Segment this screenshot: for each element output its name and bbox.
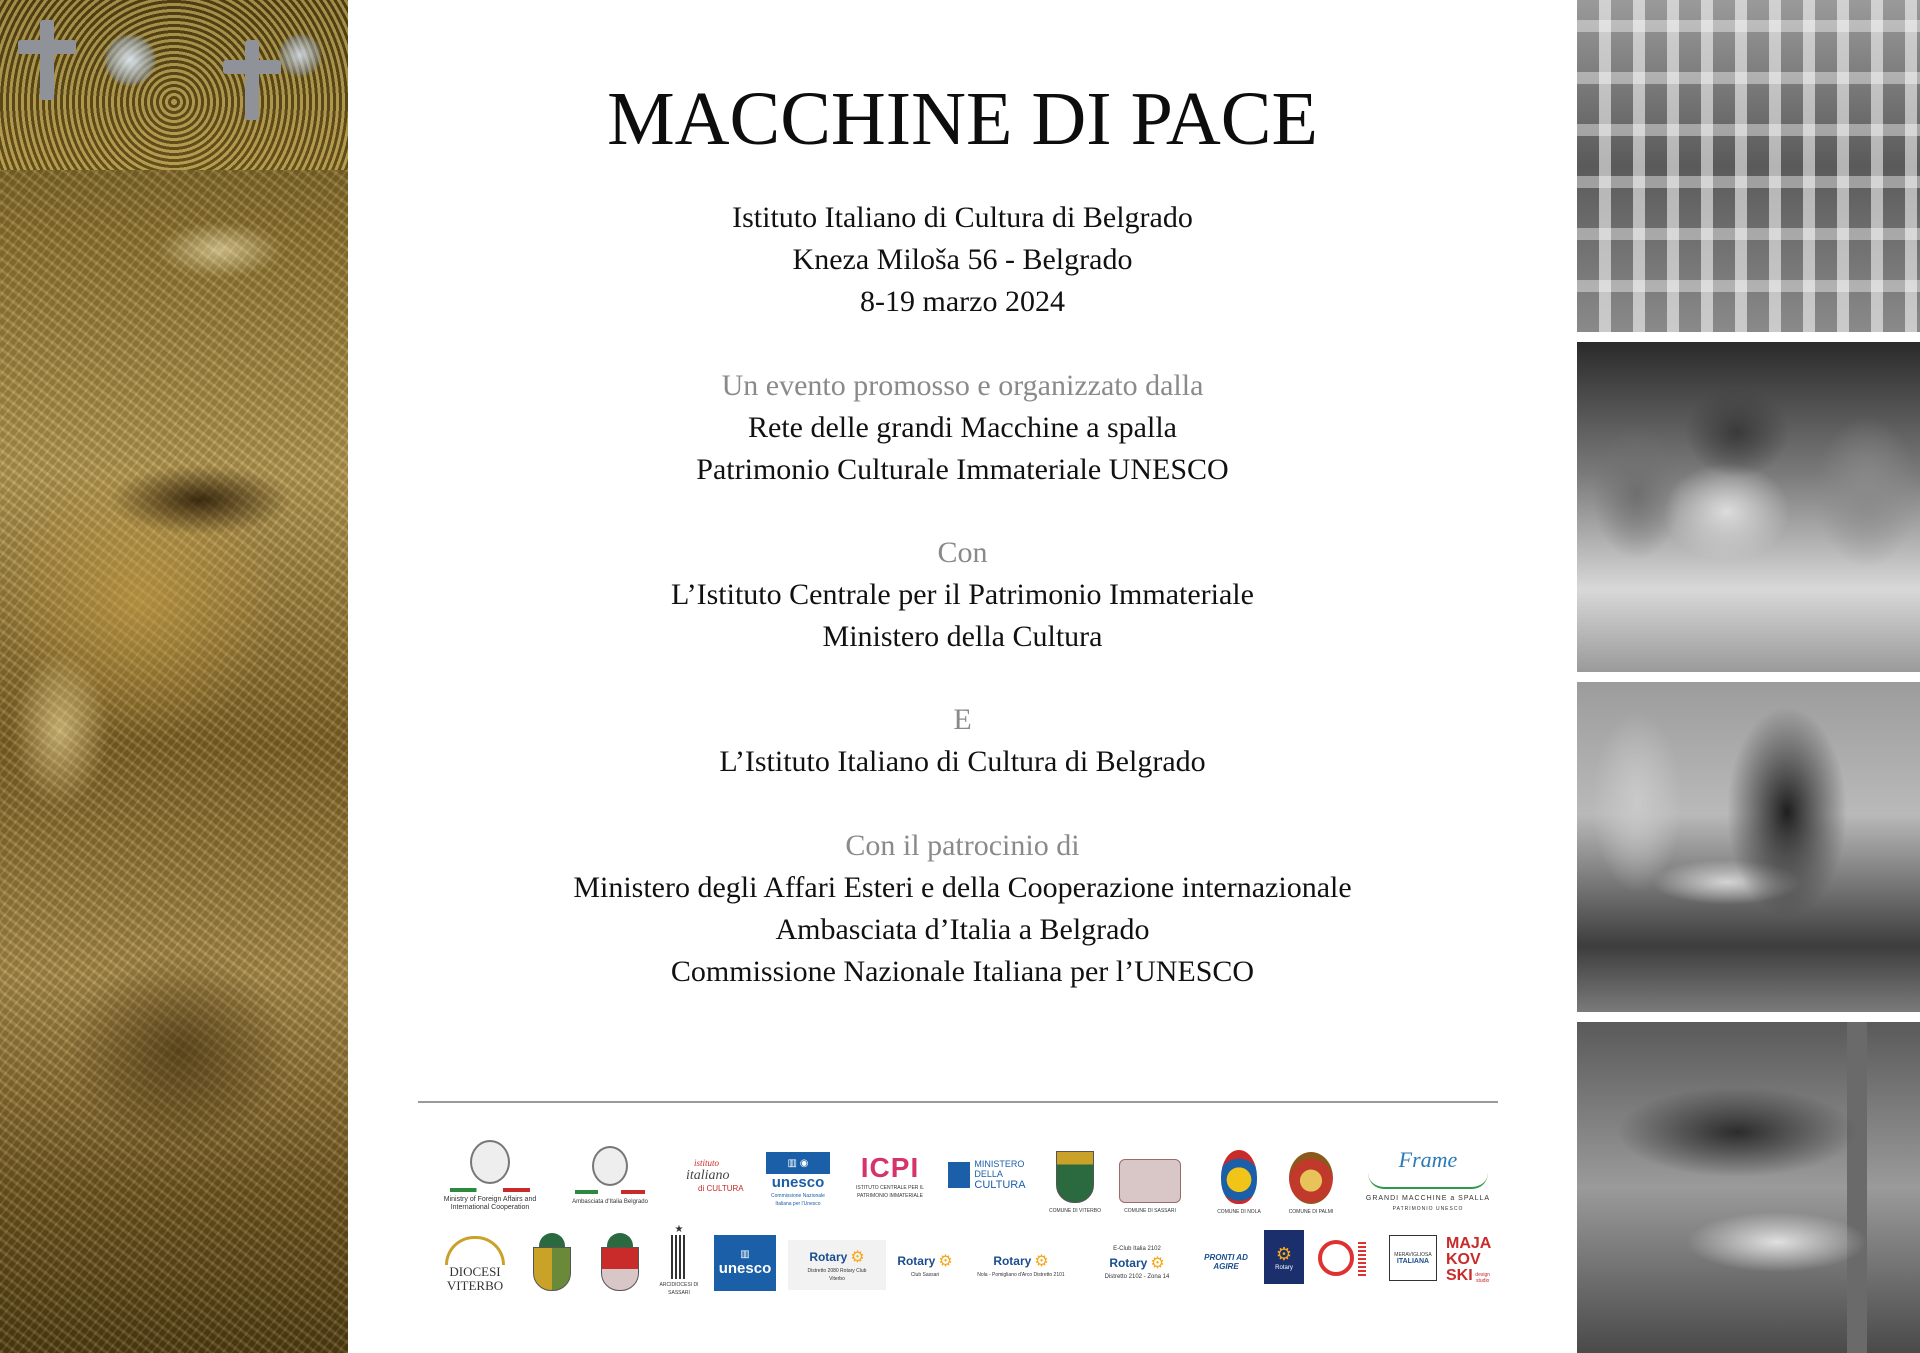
mic-line-3: CULTURA [974, 1179, 1026, 1191]
and-line: L’Istituto Italiano di Cultura di Belgrado [719, 745, 1206, 778]
cross-ornament-icon [245, 40, 259, 120]
rotary-badge-logo [1264, 1230, 1304, 1284]
with-intro: Con [937, 536, 988, 569]
rete-macchine-logo [1360, 1139, 1496, 1221]
palmi-logo [1274, 1143, 1348, 1225]
and-block [348, 699, 1577, 783]
bishop-crest-2-logo [592, 1226, 648, 1298]
diocesi-arch-icon [445, 1236, 505, 1265]
promoted-intro: Un evento promosso e organizzato dalla [721, 369, 1204, 402]
viterbo-crest-icon [1056, 1151, 1094, 1203]
star-icon: ★ [674, 1224, 684, 1235]
iic-logo [668, 1145, 750, 1205]
rotary-eclub-logo [1082, 1234, 1192, 1292]
viterbo-logo [1040, 1141, 1110, 1225]
patronage-intro: Con il patrocinio di [845, 829, 1080, 862]
sassari-logo [1112, 1149, 1188, 1225]
majakovski-logo [1446, 1222, 1500, 1298]
mic-mark-icon [948, 1162, 970, 1188]
venue-line: Istituto Italiano di Cultura di Belgrado [732, 201, 1193, 234]
icpi-word: ICPI [860, 1152, 920, 1183]
cross-ornament-icon [40, 20, 54, 100]
venue-line: 8-19 marzo 2024 [860, 285, 1065, 318]
page-title: MACCHINE DI PACE [607, 77, 1318, 161]
pronti-text: PRONTI AD AGIRE [1204, 1253, 1248, 1271]
rotary-caption: Distretto 2080 Rotary Club Viterbo [807, 1268, 867, 1282]
unesco-temple-icon: ▥ [740, 1249, 750, 1260]
patronage-line: Ministero degli Affari Esteri e della Cooperazione internazionale [573, 871, 1352, 904]
palmi-caption: COMUNE DI PALMI [1288, 1209, 1334, 1215]
promoted-line: Rete delle grandi Macchine a spalla [748, 411, 1177, 444]
bishop-shield-icon [533, 1247, 571, 1291]
rotary-wheel-icon: ⚙ [1034, 1253, 1049, 1270]
bishop-hat-icon [539, 1233, 565, 1247]
maja-line-1: MAJA [1446, 1235, 1492, 1252]
carrier-poles-photo [1577, 682, 1920, 1012]
unesco-club-logo [712, 1234, 778, 1292]
unesco-word: unesco [771, 1174, 825, 1191]
patronage-line: Commissione Nazionale Italiana per l’UNESCO [670, 955, 1255, 988]
rotary-viterbo-logo [788, 1240, 886, 1290]
arcidiocesi-sassari-logo [656, 1222, 702, 1300]
maja-caption: design studio [1475, 1272, 1491, 1284]
iic-line-2: italiano [686, 1167, 730, 1183]
rotary-word: Rotary [897, 1254, 936, 1268]
mic-logo [942, 1155, 1032, 1195]
partner-logos-row-2 [0, 1222, 1920, 1312]
iic-line-3: di CULTURA [698, 1183, 744, 1193]
mae-caption: Ministry of Foreign Affairs and International Cooperation [443, 1196, 537, 1211]
unesco-club-box [714, 1235, 776, 1291]
promoted-line: Patrimonio Culturale Immateriale UNESCO [696, 453, 1229, 486]
nola-logo [1202, 1141, 1276, 1225]
rotary-caption: Distretto 2102 - Zona 14 [1104, 1274, 1170, 1280]
jeweled-crown-detail [0, 0, 348, 170]
bishop-shield-icon [601, 1247, 639, 1291]
meravigliosa-line-2: ITALIANA [1396, 1257, 1430, 1265]
icpi-logo [848, 1151, 932, 1201]
italian-emblem-icon [592, 1146, 628, 1186]
rotary-sassari-logo [890, 1240, 960, 1290]
divider-rule [418, 1101, 1498, 1103]
mae-logo [430, 1131, 550, 1221]
red-stripes-icon [1358, 1240, 1366, 1276]
ambasciata-caption: Ambasciata d'Italia Belgrado [572, 1199, 648, 1205]
and-intro: E [953, 703, 972, 736]
bishop-hat-icon [607, 1233, 633, 1247]
diocesi-line-1: DIOCESI [449, 1263, 501, 1279]
rotary-nola-logo [966, 1240, 1076, 1290]
promoted-block [348, 365, 1577, 491]
icpi-caption: ISTITUTO CENTRALE PER IL PATRIMONIO IMMATERIALE [856, 1185, 924, 1199]
nola-crest-icon [1221, 1150, 1257, 1204]
viterbo-caption: COMUNE DI VITERBO [1049, 1208, 1101, 1214]
venue-block [348, 197, 1577, 323]
patronage-block [348, 825, 1577, 993]
pronti-ad-agire-logo [1198, 1244, 1254, 1280]
rotary-caption: Nola - Pomigliano d'Arco Distretto 2101 [977, 1272, 1065, 1278]
mic-line-1: MINISTERO [974, 1159, 1025, 1169]
palmi-crest-icon [1289, 1152, 1333, 1204]
sassari-caption: COMUNE DI SASSARI [1124, 1208, 1176, 1214]
with-line: L’Istituto Centrale per il Patrimonio Immateriale [671, 578, 1254, 611]
rotary-caption: Club Sassari [910, 1272, 940, 1278]
ambasciata-logo [560, 1131, 660, 1221]
partner-logos-row-1 [0, 1125, 1920, 1225]
nola-caption: COMUNE DI NOLA [1217, 1209, 1261, 1215]
unesco-commission-logo [764, 1145, 832, 1215]
rotary-word: Rotary [1109, 1256, 1148, 1270]
diocesi-line-2: VITERBO [446, 1277, 504, 1293]
red-circle-logo [1314, 1234, 1370, 1282]
rete-caption-1: GRANDI MACCHINE a SPALLA [1365, 1195, 1491, 1202]
rotary-wheel-icon: ⚙ [1275, 1243, 1293, 1264]
sassari-crest-icon [1119, 1159, 1181, 1203]
with-block [348, 532, 1577, 658]
rotary-wheel-icon: ⚙ [1150, 1255, 1165, 1272]
italian-flag-bar [575, 1190, 645, 1194]
red-ring-icon [1318, 1240, 1354, 1276]
patronage-line: Ambasciata d’Italia a Belgrado [775, 913, 1150, 946]
italian-emblem-icon [470, 1140, 510, 1184]
italian-flag-bar [450, 1188, 530, 1192]
meravigliosa-italiana-logo [1388, 1234, 1438, 1282]
venue-line: Kneza Miloša 56 - Belgrado [792, 243, 1133, 276]
rotary-badge-word: Rotary [1275, 1264, 1293, 1271]
rete-word: Frame [1398, 1147, 1458, 1172]
carrier-photo [1577, 342, 1920, 672]
iic-line-1: istituto [694, 1157, 720, 1168]
unesco-caption: Commissione Nazionale Italiana per l'Unesco [771, 1193, 825, 1207]
unesco-club-word: unesco [718, 1260, 772, 1277]
meravigliosa-line-1: MERAVIGLIOSA [1394, 1251, 1432, 1258]
arcidiocesi-pillar-icon [671, 1235, 687, 1279]
rotary-word: Rotary [809, 1250, 848, 1264]
rete-swoosh-icon [1368, 1173, 1488, 1189]
rotary-eclub-top: E-Club Italia 2102 [1113, 1246, 1161, 1252]
with-line: Ministero della Cultura [822, 620, 1103, 653]
rotary-wheel-icon: ⚙ [850, 1249, 865, 1266]
unesco-temple-icon: ▥ ◉ [766, 1152, 830, 1174]
maja-line-2: KOV [1446, 1251, 1481, 1268]
mic-line-2: DELLA [974, 1169, 1003, 1179]
rotary-wheel-icon: ⚙ [938, 1253, 953, 1270]
arcidiocesi-caption: ARCIDIOCESI DI SASSARI [659, 1282, 699, 1296]
rete-caption-2: PATRIMONIO UNESCO [1392, 1206, 1464, 1212]
maja-line-3: SKI [1446, 1267, 1473, 1284]
diocesi-viterbo-logo [440, 1230, 510, 1298]
bishop-crest-1-logo [524, 1226, 580, 1298]
rotary-word: Rotary [993, 1254, 1032, 1268]
paper-figures-photo [1577, 0, 1920, 332]
